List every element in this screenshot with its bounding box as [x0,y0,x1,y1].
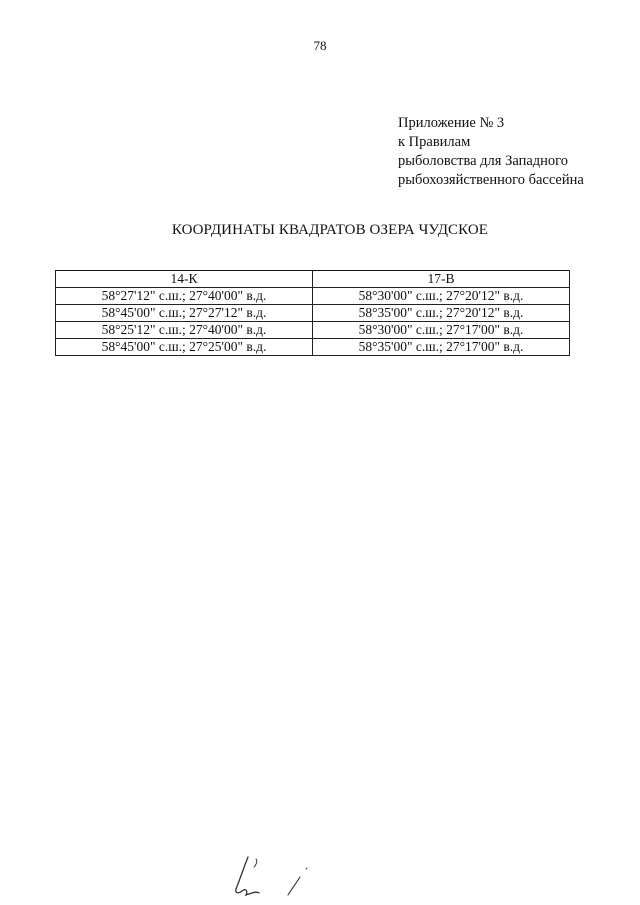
signature-stroke-dot [306,868,307,869]
signature-stroke-slash [288,877,300,895]
table-row [56,305,570,322]
page-number: 78 [313,38,327,53]
appendix-line-3: рыболовства для Западного [398,153,568,169]
table-row [56,339,570,356]
signature-stroke-tick [254,859,257,867]
table-row [56,288,570,305]
appendix-line-2: к Правилам [398,134,471,150]
table-cell: 58°30'00" с.ш.; 27°20'12" в.д. [313,288,570,305]
table-cell: 58°27'12" с.ш.; 27°40'00" в.д. [56,288,313,305]
appendix-block [398,114,584,190]
appendix-line-1: Приложение № 3 [398,115,505,131]
table-cell: 58°35'00" с.ш.; 27°17'00" в.д. [313,339,570,356]
signature-stroke-main [236,857,259,895]
table-cell: 58°45'00" с.ш.; 27°27'12" в.д. [56,305,313,322]
appendix-line-4: рыбохозяйственного бассейна [398,172,584,188]
table-cell: 58°30'00" с.ш.; 27°17'00" в.д. [313,322,570,339]
header-cell-17v: 17-В [313,271,570,288]
table-cell: 58°45'00" с.ш.; 27°25'00" в.д. [56,339,313,356]
header-cell-14k: 14-К [56,271,313,288]
document-title: КООРДИНАТЫ КВАДРАТОВ ОЗЕРА ЧУДСКОЕ [171,222,489,238]
table-cell: 58°25'12" с.ш.; 27°40'00" в.д. [56,322,313,339]
coordinates-table [55,270,570,356]
handwritten-signature [226,853,326,903]
table-cell: 58°35'00" с.ш.; 27°20'12" в.д. [313,305,570,322]
table-header-row [56,271,570,288]
table-row [56,322,570,339]
